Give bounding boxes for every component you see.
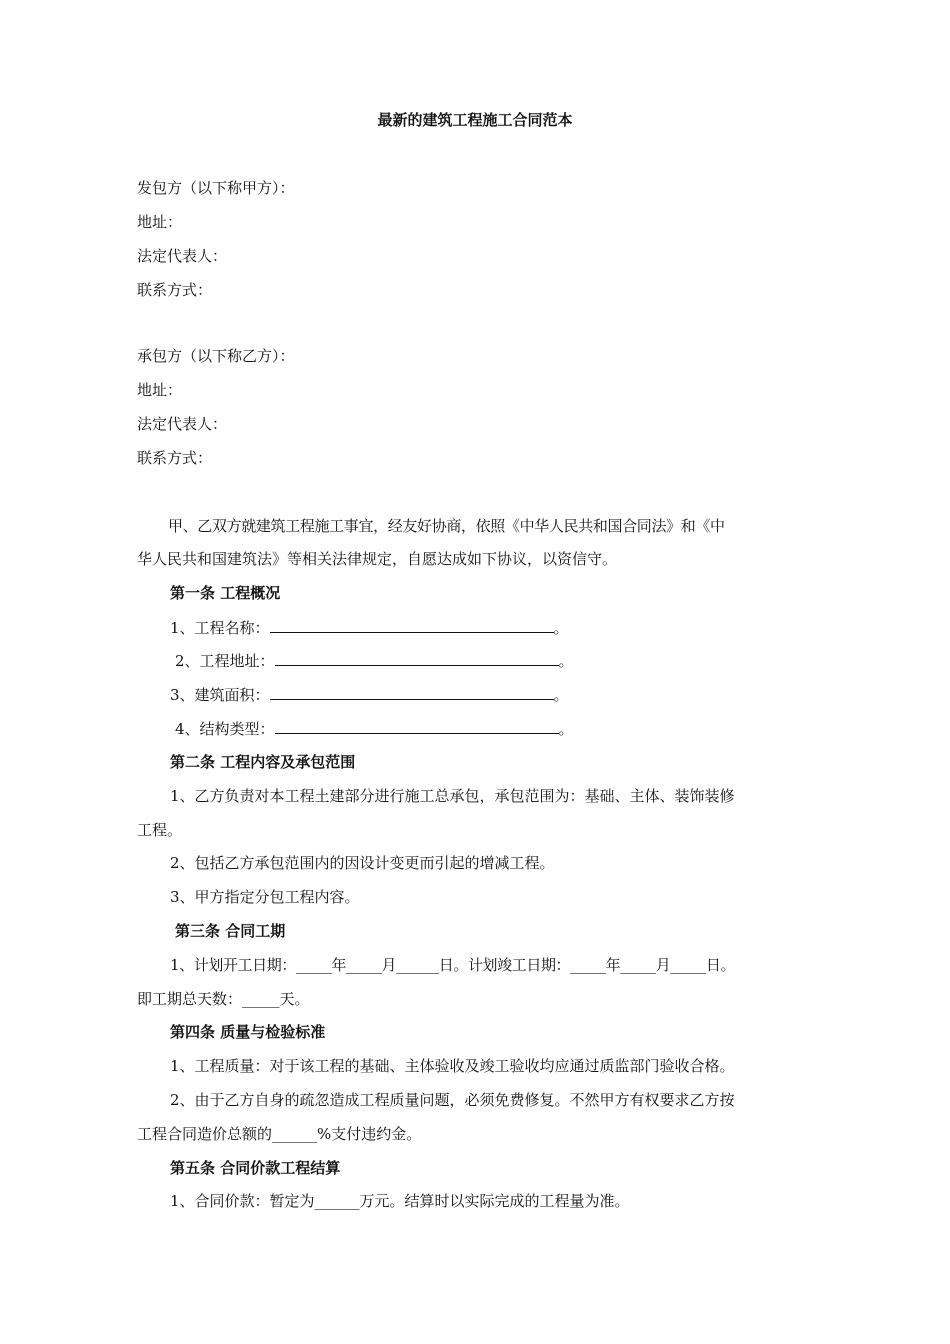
article-4-heading: 第四条 质量与检验标准: [170, 1023, 326, 1041]
article-4-line-2: 2、由于乙方自身的疏忽造成工程质量问题，必须免费修复。不然甲方有权要求乙方按: [170, 1091, 735, 1109]
article-2-heading: 第二条 工程内容及承包范围: [170, 753, 356, 771]
article-3-heading: 第三条 合同工期: [175, 922, 286, 940]
item-label: 2、工程地址：: [175, 652, 275, 670]
article-2-line-1b: 工程。: [137, 821, 183, 839]
intro-line-2: 华人民共和国建筑法》等相关法律规定，自愿达成如下协议，以资信守。: [137, 550, 618, 568]
blank-line: [270, 685, 554, 700]
period: 。: [553, 686, 569, 704]
article-1-item-3: [170, 685, 569, 705]
party-a-rep: 法定代表人：: [137, 247, 228, 265]
article-1-item-2: [175, 651, 574, 671]
article-1-item-4: [175, 719, 574, 739]
period: 。: [553, 619, 569, 637]
party-b-contact: 联系方式：: [137, 449, 213, 467]
article-2-line-2: 2、包括乙方承包范围内的因设计变更而引起的增减工程。: [170, 854, 555, 872]
item-label: 4、结构类型：: [175, 720, 275, 738]
article-5-heading: 第五条 合同价款工程结算: [170, 1159, 341, 1177]
blank-line: [270, 618, 554, 633]
period: 。: [558, 652, 574, 670]
article-1-heading: 第一条 工程概况: [170, 584, 281, 602]
blank-line: [275, 719, 559, 734]
party-a-address: 地址：: [137, 213, 183, 231]
party-b-address: 地址：: [137, 381, 183, 399]
party-b-heading: 承包方（以下称乙方）：: [137, 347, 295, 365]
article-4-line-1: 1、工程质量：对于该工程的基础、主体验收及竣工验收均应通过质监部门验收合格。: [170, 1057, 735, 1075]
period: 。: [558, 720, 574, 738]
document-title: 最新的建筑工程施工合同范本: [377, 111, 573, 129]
party-a-heading: 发包方（以下称甲方）：: [137, 179, 295, 197]
blank-line: [275, 651, 559, 666]
article-5-line-1: 1、合同价款：暂定为______万元。结算时以实际完成的工程量为准。: [170, 1192, 630, 1210]
article-2-line-1: 1、乙方负责对本工程土建部分进行施工总承包，承包范围为：基础、主体、装饰装修: [170, 787, 735, 805]
item-label: 3、建筑面积：: [170, 686, 270, 704]
intro-line-1: 甲、乙双方就建筑工程施工事宜，经友好协商，依照《中华人民共和国合同法》和《中: [168, 517, 725, 535]
article-3-line-1: 1、计划开工日期：_____年_____月______日。计划竣工日期：_____年_____月_____日。: [170, 956, 736, 974]
party-b-rep: 法定代表人：: [137, 415, 228, 433]
article-1-item-1: [170, 618, 569, 638]
article-3-line-2: 即工期总天数：_____天。: [137, 990, 310, 1008]
article-4-line-2b: 工程合同造价总额的______%支付违约金。: [137, 1125, 422, 1143]
item-label: 1、工程名称：: [170, 619, 270, 637]
article-2-line-3: 3、甲方指定分包工程内容。: [170, 888, 360, 906]
party-a-contact: 联系方式：: [137, 281, 213, 299]
